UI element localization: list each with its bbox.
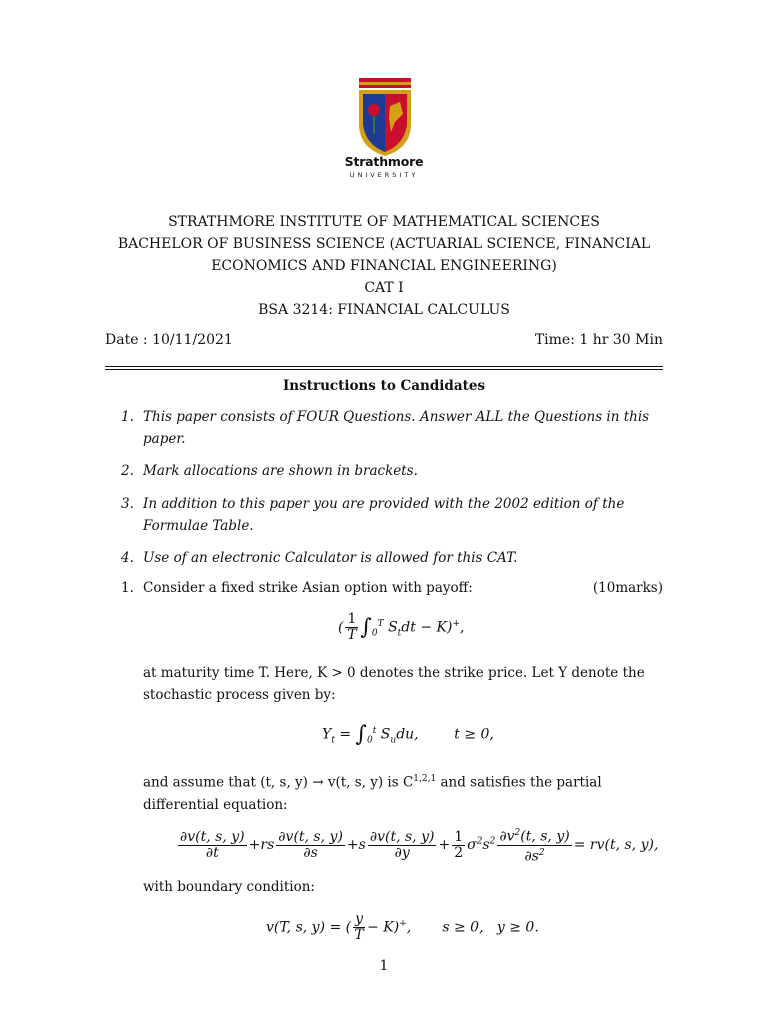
boundary-equation: v(T, s, y) = ( $\frac{y}{T}$ − K)+, s ≥ 0, y ≥ 0.	[266, 911, 539, 943]
instruction-number: 1.	[121, 409, 134, 425]
course-title: BSA 3214: FINANCIAL CALCULUS	[258, 302, 510, 318]
instruction-number: 2.	[121, 463, 134, 479]
instruction-item	[121, 406, 666, 450]
payoff-equation: ( $\frac{1}{T}$ $\int_0^T$ $S_tdt - K)^+$,	[338, 611, 465, 643]
exam-type: CAT I	[364, 280, 404, 296]
instruction-item	[121, 460, 666, 482]
question-intro: Consider a fixed strike Asian option with payoff:	[143, 580, 473, 596]
question-number: 1.	[121, 580, 134, 596]
paragraph-superscript: 1,2,1	[413, 774, 437, 784]
brand-subtitle: UNIVERSITY	[349, 171, 419, 179]
pde-equation: $\frac{\partial v(t, s, y)}{\partial t}$ +rs $\frac{\partial v(t, s, y)}{\partial s}$ +s $\frac{\partial v(t, s, y)}{\partial y}$ + $\frac{1}{2}$ $\sigma^2s^2$ $\frac{\partial v^2(t, s, y)}{\partial s^2}$ = rv(t, s, y),	[180, 828, 659, 865]
brand-name: Strathmore	[344, 154, 424, 169]
page-number: 1	[379, 958, 389, 974]
instruction-text: In addition to this paper you are provided with the 2002 edition of the Formulae Table.	[143, 496, 625, 534]
question-marks: (10marks)	[592, 580, 663, 596]
institute-name: STRATHMORE INSTITUTE OF MATHEMATICAL SCIENCES	[168, 214, 600, 230]
instruction-text: Mark allocations are shown in brackets.	[143, 463, 418, 479]
paragraph-text: and assume that (t, s, y) → v(t, s, y) is C	[143, 774, 414, 791]
exam-date: Date : 10/11/2021	[105, 332, 233, 348]
question-paragraph: with boundary condition:	[143, 879, 315, 895]
paragraph-text: and satisfies the partial differential equation:	[143, 774, 602, 813]
instruction-item	[121, 493, 666, 537]
divider-rule	[105, 366, 663, 367]
instruction-text: This paper consists of FOUR Questions. Answer ALL the Questions in this paper.	[143, 409, 650, 447]
program-line-2: ECONOMICS AND FINANCIAL ENGINEERING)	[211, 258, 557, 274]
question-paragraph: at maturity time T. Here, K > 0 denotes the strike price. Let Y denote the stochastic process given by:	[143, 665, 645, 703]
exam-time: Time: 1 hr 30 Min	[534, 332, 663, 348]
instruction-number: 3.	[121, 496, 134, 512]
exam-header	[0, 211, 768, 321]
question-paragraph	[143, 768, 665, 816]
program-line-1: BACHELOR OF BUSINESS SCIENCE (ACTUARIAL SCIENCE, FINANCIAL	[117, 236, 651, 252]
instructions-title: Instructions to Candidates	[282, 378, 486, 394]
instruction-item	[121, 547, 666, 569]
process-equation: $Y_t = \int_0^t$ $S_udu$, t ≥ 0,	[322, 722, 494, 747]
instruction-text: Use of an electronic Calculator is allowed for this CAT.	[143, 550, 518, 566]
divider-rule	[105, 369, 663, 370]
instruction-number: 4.	[121, 550, 134, 566]
